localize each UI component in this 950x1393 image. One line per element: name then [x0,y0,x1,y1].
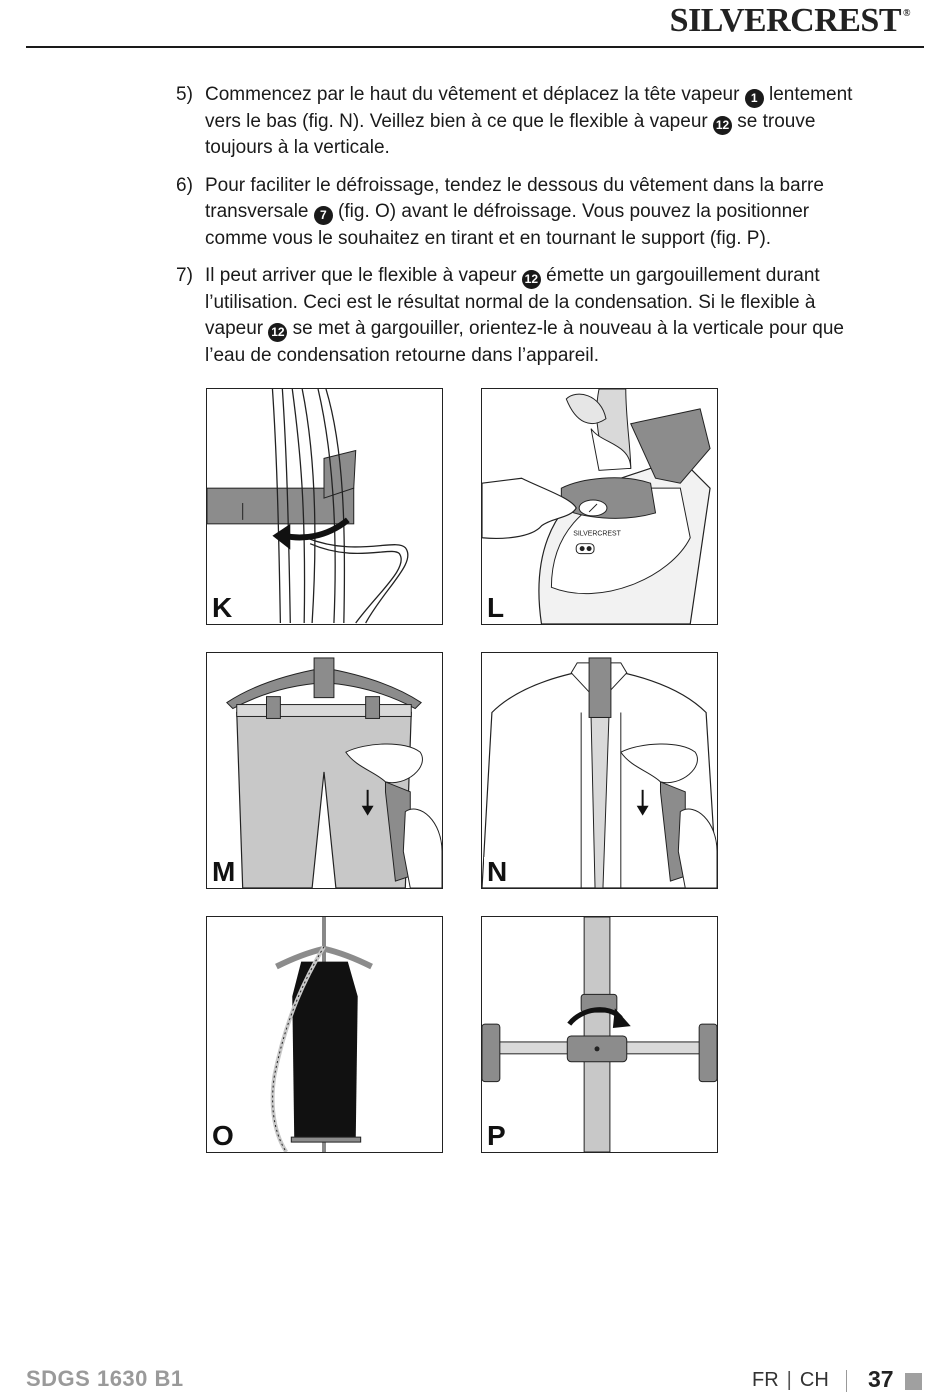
dress-illustration [207,917,442,1152]
ref-badge: 1 [745,89,764,108]
figure-label: L [484,593,507,623]
figure-l [481,388,718,625]
figure-k [206,388,443,625]
brand-logo: SILVERCREST ® [669,2,910,39]
ref-badge: 12 [713,116,732,135]
page-number: 37 [868,1366,894,1392]
figure-label: P [484,1121,509,1151]
ref-badge: 12 [522,270,541,289]
ref-badge: 7 [314,206,333,225]
step-5: 5) Commencez par le haut du vêtement et déplacez la tête vapeur 1 lentement vers le bas (fig. N). Veillez bien à ce que le flexible à vapeur 12 se trouve toujours à la verticale. [176,84,853,158]
crossbar-illustration [482,917,717,1152]
footer-separator [846,1370,847,1392]
figure-p [481,916,718,1153]
step-number: 5) [176,84,193,105]
page-marker [905,1373,922,1390]
figure-m [206,652,443,889]
figure-label: M [209,857,238,887]
power-button-illustration [482,389,717,624]
step-number: 7) [176,265,193,286]
step-number: 6) [176,174,193,196]
step-6: 6) Pour faciliter le défroissage, tendez le dessous du vêtement dans la barre transversale 7 (fig. O) avant le défroissage. Vous pouvez la positionner comme vous le souhaitez en tirant et en tournant le support (fig. P). [176,174,824,249]
language-indicator: FR | CH [752,1369,829,1391]
figure-label: N [484,857,510,887]
ref-badge: 12 [268,323,287,342]
trousers-steaming-illustration [207,653,442,888]
shirt-steaming-illustration [482,653,717,888]
instruction-list [176,82,876,380]
figure-o [206,916,443,1153]
svg-text:SILVERCREST: SILVERCREST [573,530,621,538]
header-divider [26,46,924,48]
model-number: SDGS 1630 B1 [26,1366,184,1391]
step-7: 7) Il peut arriver que le flexible à vapeur 12 émette un gargouillement durant l’utilisation. Ceci est le résultat normal de la condensation. Si le flexible à vapeur 12 se met à gargouiller, orientez-le à nouveau à la verticale pour que l’eau de condensation retourne dans l’appareil. [176,265,844,366]
figure-label: O [209,1121,237,1151]
figure-label: K [209,593,235,623]
figure-n [481,652,718,889]
hose-strap-illustration [207,389,442,624]
